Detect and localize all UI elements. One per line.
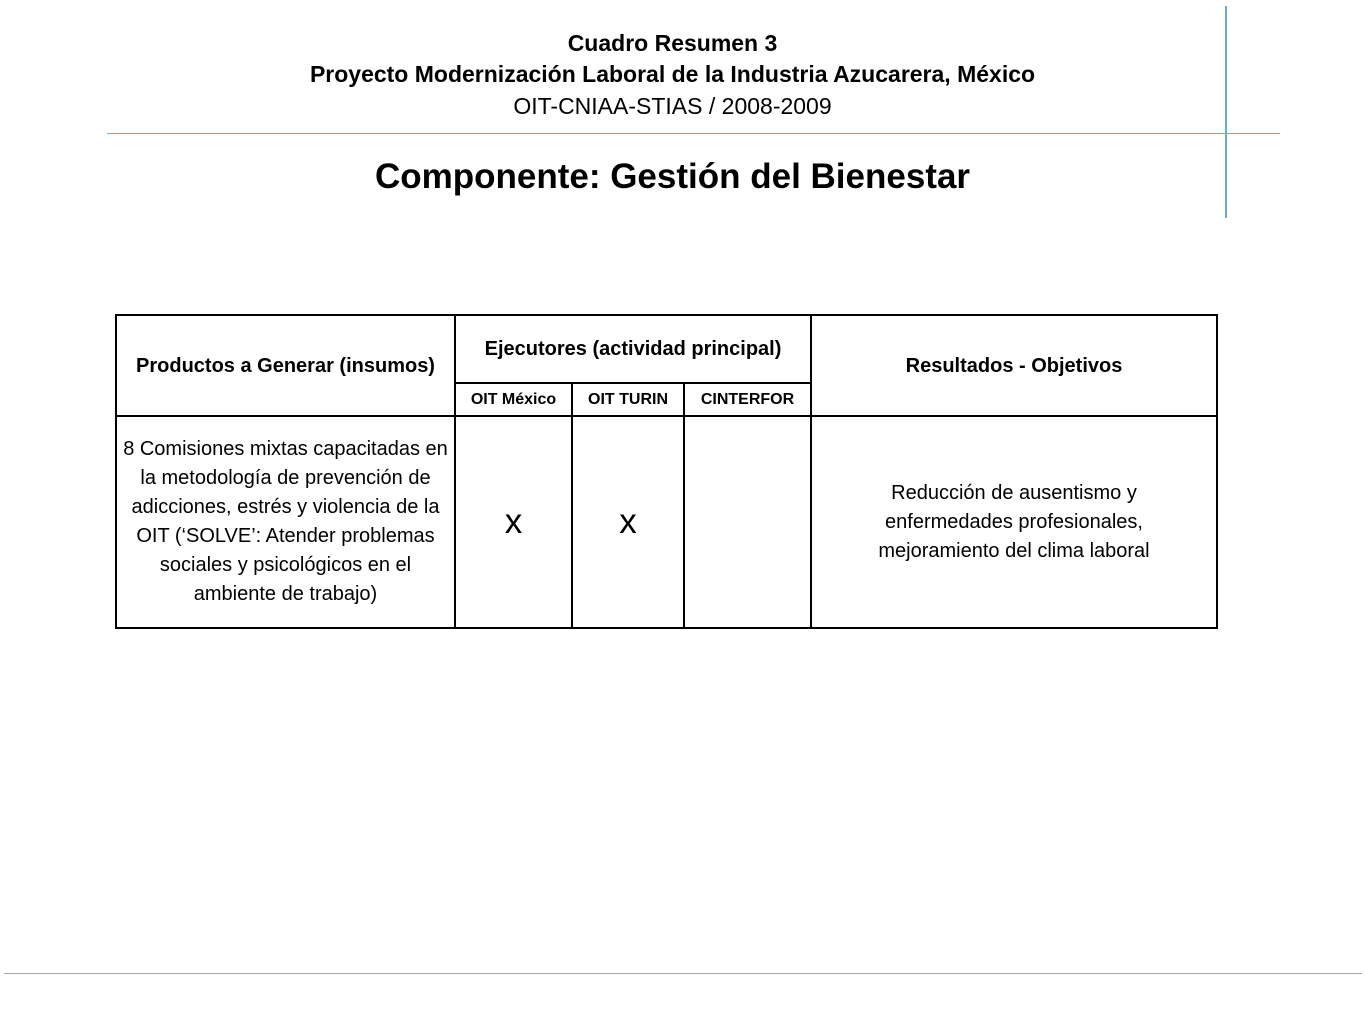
summary-table xyxy=(115,314,1218,629)
table-row xyxy=(116,416,1217,628)
header-productos: Productos a Generar (insumos) xyxy=(116,315,455,416)
header-line-3: OIT-CNIAA-STIAS / 2008-2009 xyxy=(513,93,832,119)
component-title: Componente: Gestión del Bienestar xyxy=(374,157,971,196)
table-header-row xyxy=(116,315,1217,383)
cell-oit-turin-mark: x xyxy=(572,416,684,628)
cell-cinterfor-mark xyxy=(684,416,811,628)
subheader-cinterfor: CINTERFOR xyxy=(684,383,811,416)
header-resultados: Resultados - Objetivos xyxy=(811,315,1217,416)
subheader-oit-mexico: OIT México xyxy=(455,383,572,416)
guide-line-horizontal xyxy=(107,133,1280,134)
cell-resultado: Reducción de ausentismo y enfermedades profesionales, mejoramiento del clima laboral xyxy=(811,416,1217,628)
document-header xyxy=(0,28,1345,122)
header-line-2: Proyecto Modernización Laboral de la Industria Azucarera, México xyxy=(309,61,1036,87)
subheader-oit-turin: OIT TURIN xyxy=(572,383,684,416)
footer-divider xyxy=(4,973,1362,974)
header-line-1: Cuadro Resumen 3 xyxy=(567,30,778,56)
cell-producto: 8 Comisiones mixtas capacitadas en la metodología de prevención de adicciones, estrés y violencia de la OIT (‘SOLVE’: Atender problemas sociales y psicológicos en el ambiente de trabajo) xyxy=(116,416,455,628)
header-ejecutores: Ejecutores (actividad principal) xyxy=(455,315,811,383)
cell-oit-mexico-mark: x xyxy=(455,416,572,628)
